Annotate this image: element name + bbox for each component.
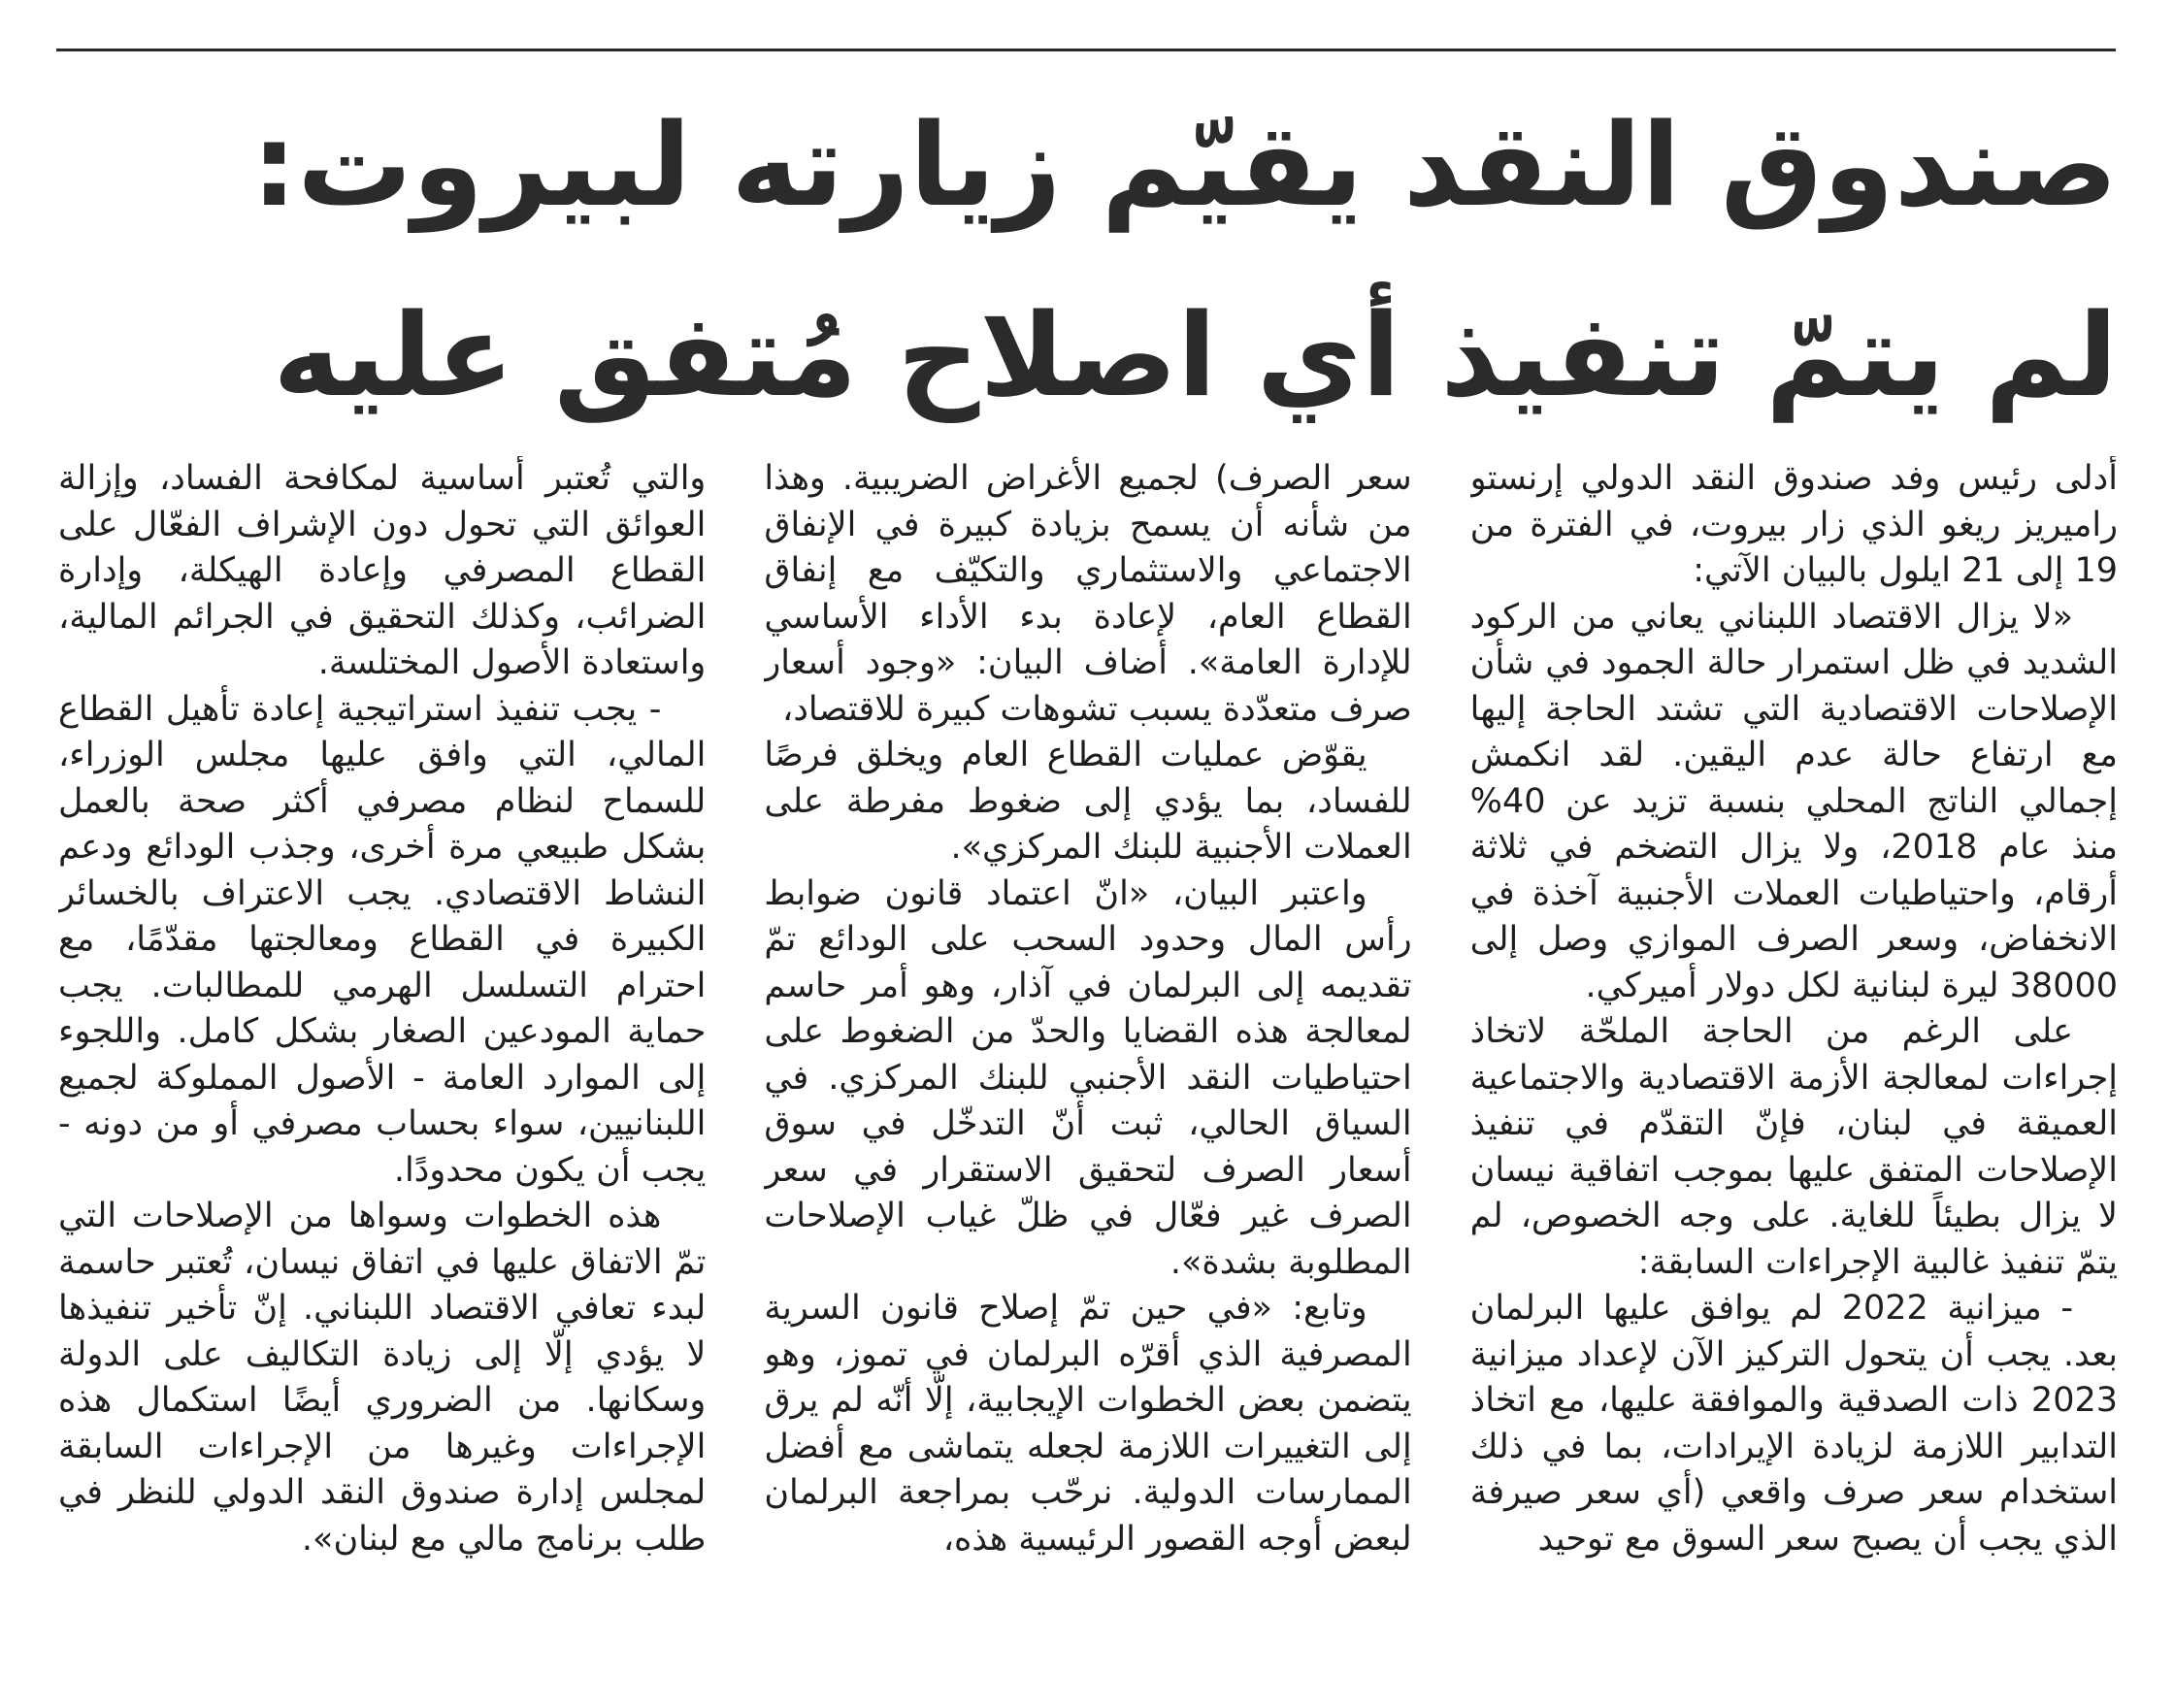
headline <box>58 70 2118 450</box>
paragraph: أدلى رئيس وفد صندوق النقد الدولي إرنستو راميريز ريغو الذي زار بيروت، في الفترة من 19 إلى 21 ايلول بالبيان الآتي: <box>1469 459 2118 590</box>
paragraph: واعتبر البيان، «انّ اعتماد قانون ضوابط رأس المال وحدود السحب على الودائع تمّ تقديمه إلى البرلمان في آذار، وهو أمر حاسم لمعالجة هذه القضايا والحدّ من الضغوط على احتياطيات النقد الأجنبي للبنك المركزي. في السياق الحالي، ثبت أنّ التدخّل في سوق أسعار الصرف لتحقيق الاستقرار في سعر الصرف غير فعّال في ظلّ غياب الإصلاحات المطلوبة بشدة». <box>764 873 1412 1282</box>
column-2 <box>764 456 1411 1689</box>
top-rule <box>56 49 2116 51</box>
column-3 <box>58 456 706 1689</box>
column-1 <box>1470 456 2118 1689</box>
paragraph: والتي تُعتبر أساسية لمكافحة الفساد، وإزالة العوائق التي تحول دون الإشراف الفعّال على القطاع المصرفي وإعادة الهيكلة، وإدارة الضرائب، وكذلك التحقيق في الجرائم المالية، واستعادة الأصول المختلسة. <box>58 459 707 682</box>
paragraph: هذه الخطوات وسواها من الإصلاحات التي تمّ الاتفاق عليها في اتفاق نيسان، تُعتبر حاسمة لبدء تعافي الاقتصاد اللبناني. إنّ تأخير تنفيذها لا يؤدي إلّا إلى زيادة التكاليف على الدولة وسكانها. من الضروري أيضًا استكمال هذه الإجراءات وغيرها من الإجراءات السابقة لمجلس إدارة صندوق النقد الدولي للنظر في طلب برنامج مالي مع لبنان». <box>58 1197 707 1559</box>
paragraph: سعر الصرف) لجميع الأغراض الضريبية. وهذا من شأنه أن يسمح بزيادة كبيرة في الإنفاق الاجتماعي والاستثماري والتكيّف مع إنفاق القطاع العام، لإعادة بدء الأداء الأساسي للإدارة العامة». أضاف البيان: «وجود أسعار صرف متعدّدة يسبب تشوهات كبيرة للاقتصاد، <box>764 459 1412 729</box>
paragraph: على الرغم من الحاجة الملحّة لاتخاذ إجراءات لمعالجة الأزمة الاقتصادية والاجتماعية العميقة في لبنان، فإنّ التقدّم في تنفيذ الإصلاحات المتفق عليها بموجب اتفاقية نيسان لا يزال بطيئاً للغاية. على وجه الخصوص، لم يتمّ تنفيذ غالبية الإجراءات السابقة: <box>1469 1012 2118 1282</box>
paragraph: وتابع: «في حين تمّ إصلاح قانون السرية المصرفية الذي أقرّه البرلمان في تموز، وهو يتضمن بعض الخطوات الإيجابية، إلّا أنّه لم يرق إلى التغييرات اللازمة لجعله يتماشى مع أفضل الممارسات الدولية. نرحّب بمراجعة البرلمان لبعض أوجه القصور الرئيسية هذه، <box>764 1289 1412 1559</box>
article-columns <box>58 456 2118 1689</box>
paragraph: «لا يزال الاقتصاد اللبناني يعاني من الركود الشديد في ظل استمرار حالة الجمود في شأن الإصلاحات الاقتصادية التي تشتد الحاجة إليها مع ارتفاع حالة عدم اليقين. لقد انكمش إجمالي الناتج المحلي بنسبة تزيد عن 40% منذ عام 2018، ولا يزال التضخم في ثلاثة أرقام، واحتياطيات العملات الأجنبية آخذة في الانخفاض، وسعر الصرف الموازي وصل إلى 38000 ليرة لبنانية لكل دولار أميركي. <box>1469 597 2118 1005</box>
headline-line-1: صندوق النقد يقيّم زيارته لبيروت: <box>251 98 2118 232</box>
paragraph: يقوّض عمليات القطاع العام ويخلق فرصًا للفساد، بما يؤدي إلى ضغوط مفرطة على العملات الأجنبية للبنك المركزي». <box>764 736 1412 867</box>
headline-line-2: لم يتمّ تنفيذ أي اصلاح مُتفق عليه <box>273 288 2118 422</box>
paragraph: - ميزانية 2022 لم يوافق عليها البرلمان بعد. يجب أن يتحول التركيز الآن لإعداد ميزانية 2023 ذات الصدقية والموافقة عليها، مع اتخاذ التدابير اللازمة لزيادة الإيرادات، بما في ذلك استخدام سعر صرف واقعي (أي سعر صيرفة الذي يجب أن يصبح سعر السوق مع توحيد <box>1469 1289 2118 1559</box>
paragraph: - يجب تنفيذ استراتيجية إعادة تأهيل القطاع المالي، التي وافق عليها مجلس الوزراء، للسماح لنظام مصرفي أكثر صحة بالعمل بشكل طبيعي مرة أخرى، وجذب الودائع ودعم النشاط الاقتصادي. يجب الاعتراف بالخسائر الكبيرة في القطاع ومعالجتها مقدّمًا، مع احترام التسلسل الهرمي للمطالبات. يجب حماية المودعين الصغار بشكل كامل. واللجوء إلى الموارد العامة - الأصول المملوكة لجميع اللبنانيين، سواء بحساب مصرفي أو من دونه - يجب أن يكون محدودًا. <box>58 689 707 1190</box>
